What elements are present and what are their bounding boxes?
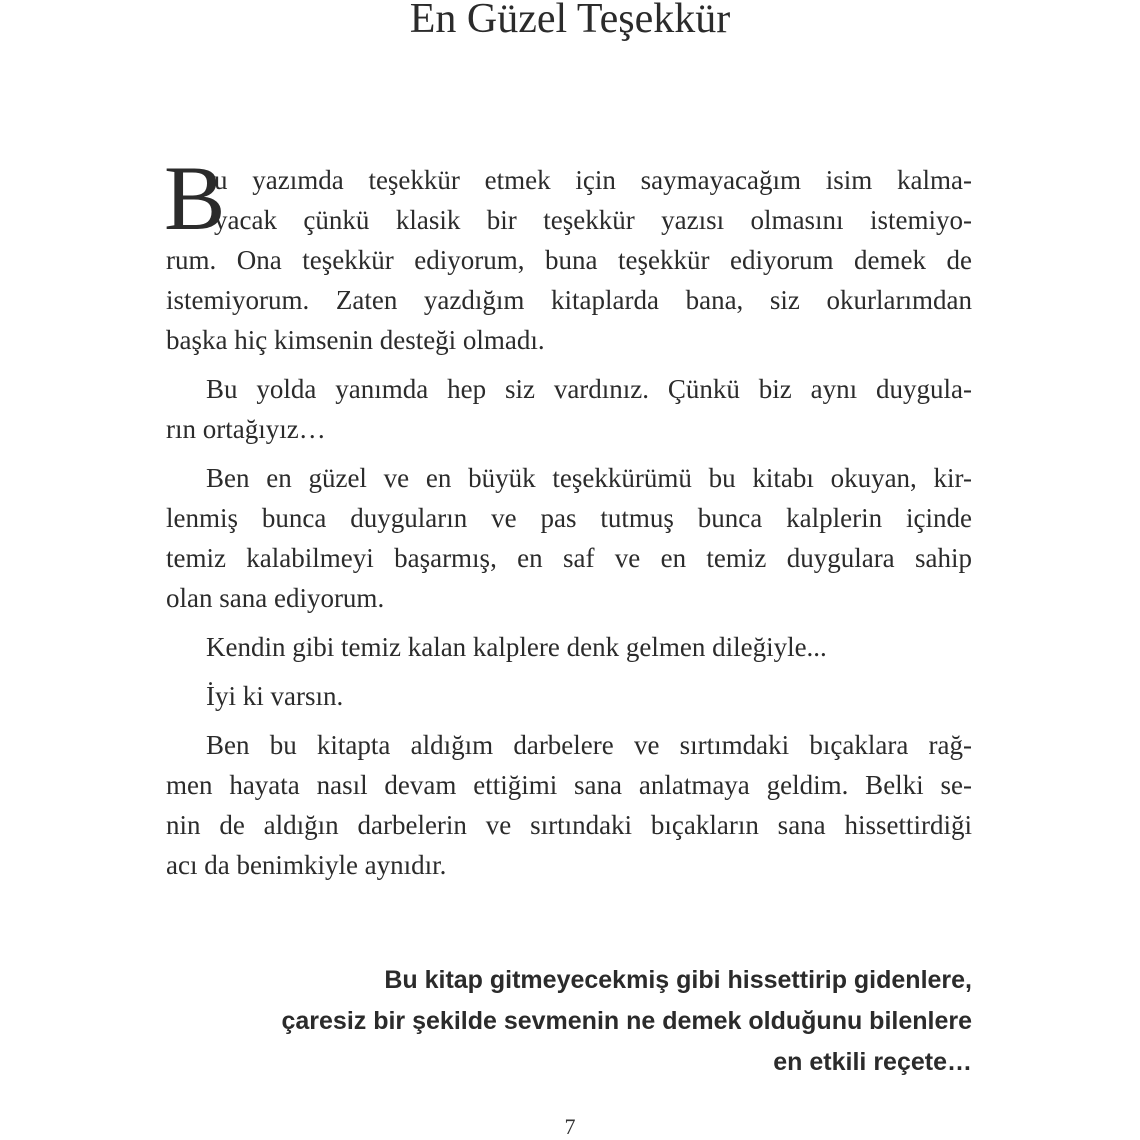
closing-line: en etkili reçete… xyxy=(773,1048,972,1076)
page-number: 7 xyxy=(564,1114,576,1139)
text-line: men hayata nasıl devam ettiğimi sana anlatmaya geldim. Belki se- xyxy=(166,770,972,800)
text-line: istemiyorum. Zaten yazdığım kitaplarda bana, siz okurlarımdan xyxy=(166,285,972,315)
text-line: olan sana ediyorum. xyxy=(166,583,385,613)
closing-dedication xyxy=(281,960,972,1083)
paragraph-1 xyxy=(164,147,972,360)
text-line: acı da benimkiyle aynıdır. xyxy=(166,850,447,880)
text-line: lenmiş bunca duyguların ve pas tutmuş bunca kalplerin içinde xyxy=(166,503,972,533)
text-line: nin de aldığın darbelerin ve sırtındaki bıçakların sana hissettirdiği xyxy=(166,810,972,840)
page-title: En Güzel Teşekkür xyxy=(409,0,731,42)
paragraph-6 xyxy=(166,725,972,885)
text-line: Ben en güzel ve en büyük teşekkürümü bu kitabı okuyan, kir- xyxy=(206,463,972,493)
text-line: Kendin gibi temiz kalan kalplere denk gelmen dileğiyle... xyxy=(206,632,827,662)
text-line: rum. Ona teşekkür ediyorum, buna teşekkür ediyorum demek de xyxy=(166,245,972,275)
text-line: u yazımda teşekkür etmek için saymayacağım isim kalma- xyxy=(214,165,972,195)
paragraph-2 xyxy=(166,369,972,449)
paragraph-3 xyxy=(166,458,972,618)
closing-line: Bu kitap gitmeyecekmiş gibi hissettirip gidenlere, xyxy=(384,966,972,994)
text-line: Bu yolda yanımda hep siz vardınız. Çünkü biz aynı duygula- xyxy=(206,374,972,404)
body-text xyxy=(164,147,972,894)
text-line: Ben bu kitapta aldığım darbelere ve sırtımdaki bıçaklara rağ- xyxy=(206,730,972,760)
text-line: rın ortağıyız… xyxy=(166,414,326,444)
text-line: yacak çünkü klasik bir teşekkür yazısı olmasını istemiyo- xyxy=(214,205,972,235)
paragraph-5 xyxy=(166,676,972,716)
paragraph-4 xyxy=(166,627,972,667)
drop-cap: B xyxy=(164,147,226,249)
text-line: İyi ki varsın. xyxy=(206,681,344,711)
closing-line: çaresiz bir şekilde sevmenin ne demek olduğunu bilenlere xyxy=(281,1007,972,1035)
text-line: başka hiç kimsenin desteği olmadı. xyxy=(166,325,545,355)
text-line: temiz kalabilmeyi başarmış, en saf ve en temiz duygulara sahip xyxy=(166,543,972,573)
